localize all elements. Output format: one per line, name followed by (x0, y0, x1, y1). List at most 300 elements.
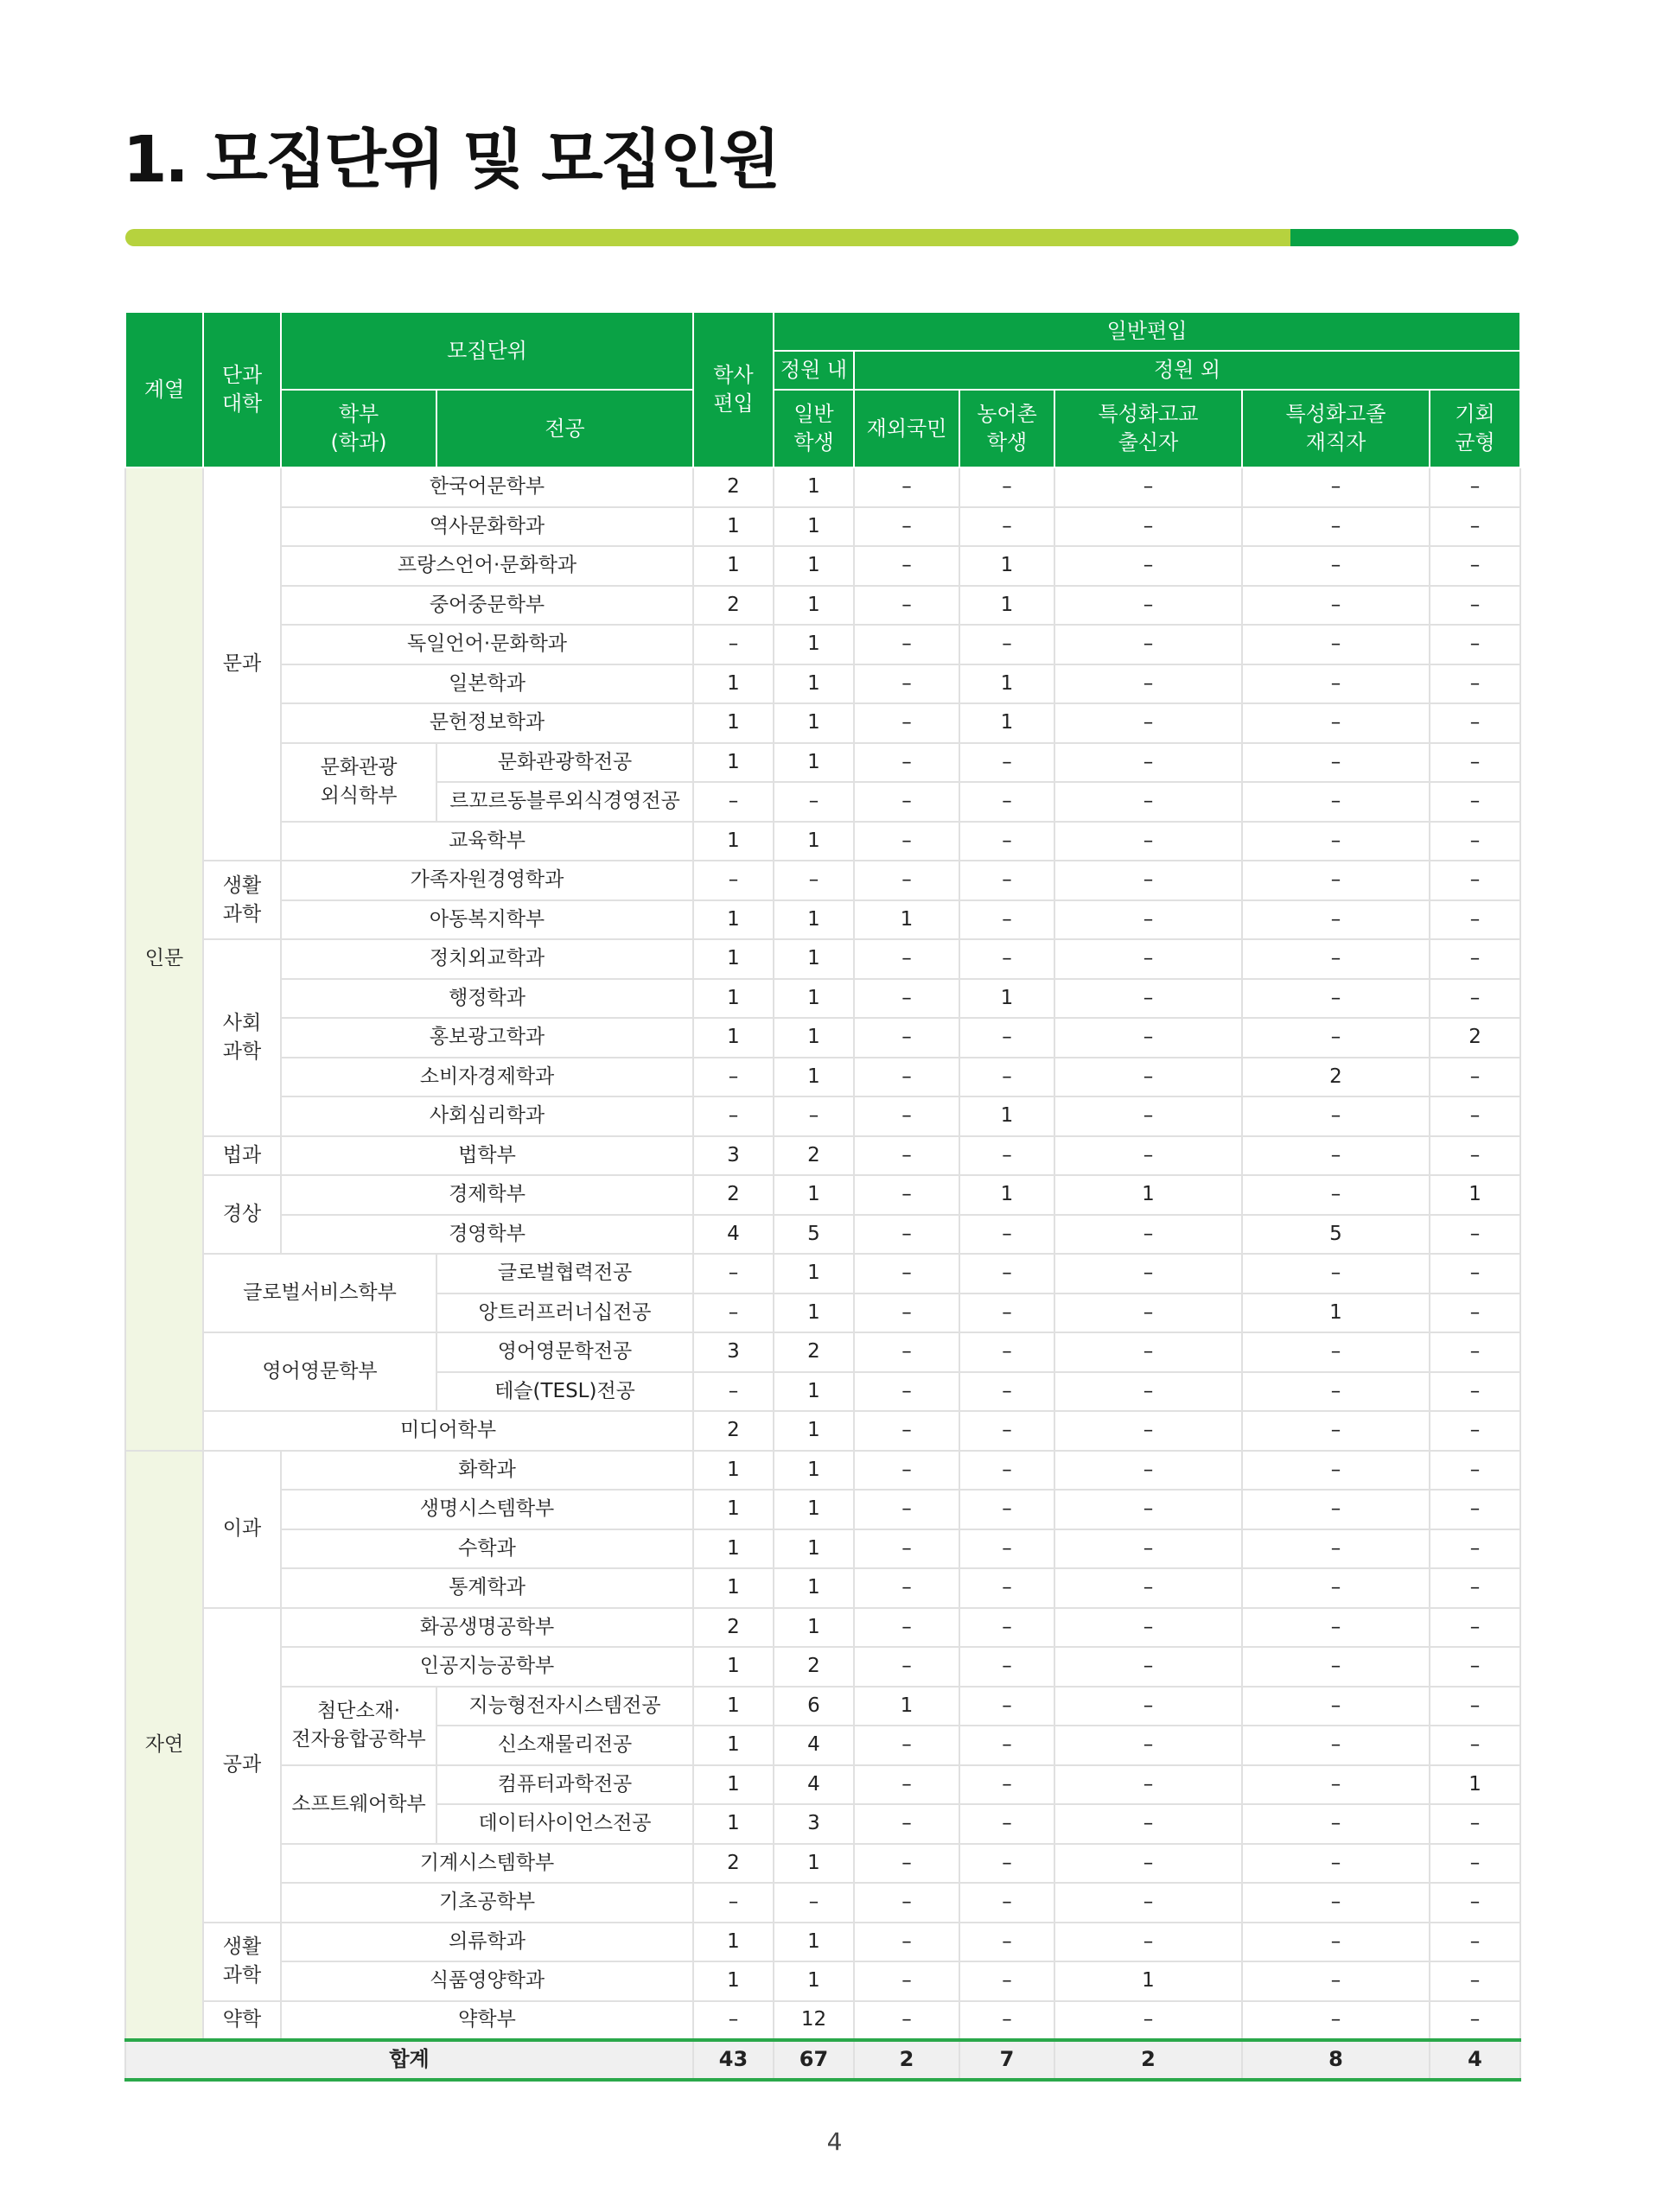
unit-name-cell: 행정학과 (281, 979, 693, 1019)
unit-name-cell: 테슬(TESL)전공 (436, 1372, 693, 1412)
value-cell: 1 (774, 1058, 854, 1097)
value-cell: – (854, 1096, 959, 1136)
value-cell: 2 (693, 1411, 774, 1451)
value-cell: – (1054, 1726, 1242, 1765)
value-cell: 1 (774, 979, 854, 1019)
value-cell: 1 (693, 1647, 774, 1687)
unit-name-cell: 화공생명공학부 (281, 1608, 693, 1648)
header-bachelor: 학사 편입 (693, 312, 774, 467)
header-college: 단과 대학 (203, 312, 281, 467)
table-row (125, 507, 1520, 547)
value-cell: 1 (693, 1961, 774, 2001)
value-cell: – (693, 782, 774, 822)
value-cell: – (959, 1136, 1054, 1176)
header-general: 일반편입 (774, 312, 1520, 351)
value-cell: – (854, 1647, 959, 1687)
unit-name-cell: 경영학부 (281, 1215, 693, 1255)
value-cell: – (1054, 1372, 1242, 1412)
value-cell: – (854, 1883, 959, 1923)
value-cell: – (854, 467, 959, 507)
value-cell: – (693, 1294, 774, 1333)
value-cell: – (1242, 664, 1430, 704)
value-cell: 5 (774, 1215, 854, 1255)
value-cell: – (1242, 1608, 1430, 1648)
value-cell: – (1430, 1923, 1520, 1962)
value-cell: – (1054, 939, 1242, 979)
value-cell: 2 (693, 467, 774, 507)
value-cell: – (1054, 1294, 1242, 1333)
value-cell: 2 (774, 1647, 854, 1687)
value-cell: – (1430, 1961, 1520, 2001)
table-row (125, 586, 1520, 626)
table-row (125, 1215, 1520, 1255)
value-cell: 2 (693, 586, 774, 626)
value-cell: – (1054, 1923, 1242, 1962)
table-row (125, 703, 1520, 743)
value-cell: – (959, 782, 1054, 822)
value-cell: – (959, 939, 1054, 979)
value-cell: – (1430, 743, 1520, 783)
value-cell: – (854, 1804, 959, 1844)
value-cell: – (854, 822, 959, 861)
unit-name-cell: 식품영양학과 (281, 1961, 693, 2001)
value-cell: – (854, 1254, 959, 1294)
value-cell: – (1430, 1254, 1520, 1294)
value-cell: – (1054, 625, 1242, 664)
value-cell: 1 (774, 822, 854, 861)
value-cell: – (854, 1411, 959, 1451)
value-cell: 1 (774, 1608, 854, 1648)
value-cell: – (1430, 507, 1520, 547)
value-cell: – (1054, 1765, 1242, 1805)
value-cell: 2 (693, 1844, 774, 1884)
total-value-cell: 2 (1054, 2040, 1242, 2080)
value-cell: – (1430, 1647, 1520, 1687)
value-cell: 1 (1054, 1175, 1242, 1215)
header-major: 전공 (436, 390, 693, 467)
value-cell: – (1242, 1254, 1430, 1294)
value-cell: 1 (693, 546, 774, 586)
value-cell: – (1054, 1608, 1242, 1648)
value-cell: – (1242, 979, 1430, 1019)
group-cell: 이과 (203, 1451, 281, 1608)
value-cell: – (1054, 979, 1242, 1019)
value-cell: 1 (693, 900, 774, 940)
value-cell: – (1430, 664, 1520, 704)
value-cell: 1 (774, 1844, 854, 1884)
value-cell: – (959, 900, 1054, 940)
value-cell: – (1430, 1372, 1520, 1412)
group-cell: 사회 과학 (203, 939, 281, 1136)
value-cell: – (1430, 1451, 1520, 1491)
unit-name-cell: 소비자경제학과 (281, 1058, 693, 1097)
value-cell: 1 (774, 1529, 854, 1569)
title-underline-dark (1290, 229, 1519, 246)
value-cell: – (1430, 900, 1520, 940)
value-cell: 1 (693, 1490, 774, 1529)
unit-name-cell: 아동복지학부 (281, 900, 693, 940)
value-cell: – (1242, 1529, 1430, 1569)
value-cell: 1 (1054, 1961, 1242, 2001)
value-cell: – (1054, 1883, 1242, 1923)
value-cell: – (1242, 822, 1430, 861)
value-cell: – (959, 1608, 1054, 1648)
value-cell: – (693, 861, 774, 900)
value-cell: – (1054, 507, 1242, 547)
unit-name-cell: 의류학과 (281, 1923, 693, 1962)
value-cell: – (1054, 1568, 1242, 1608)
value-cell: – (1242, 1175, 1430, 1215)
value-cell: – (959, 1647, 1054, 1687)
value-cell: – (1430, 1294, 1520, 1333)
value-cell: – (1242, 1647, 1430, 1687)
value-cell: – (1242, 467, 1430, 507)
recruitment-table (124, 311, 1521, 2082)
value-cell: 1 (774, 586, 854, 626)
value-cell: 1 (774, 1294, 854, 1333)
value-cell: – (1430, 1332, 1520, 1372)
value-cell: – (854, 1332, 959, 1372)
value-cell: – (1242, 1883, 1430, 1923)
unit-name-cell: 데이터사이언스전공 (436, 1804, 693, 1844)
unit-name-cell: 미디어학부 (203, 1411, 693, 1451)
value-cell: 4 (774, 1726, 854, 1765)
value-cell: – (774, 1883, 854, 1923)
value-cell: – (854, 1844, 959, 1884)
value-cell: – (1430, 1411, 1520, 1451)
total-value-cell: 7 (959, 2040, 1054, 2080)
group-cell: 약학 (203, 2001, 281, 2041)
value-cell: – (1054, 1529, 1242, 1569)
value-cell: 1 (774, 1175, 854, 1215)
unit-name-cell: 신소재물리전공 (436, 1726, 693, 1765)
unit-name-cell: 인공지능공학부 (281, 1647, 693, 1687)
unit-name-cell: 기계시스템학부 (281, 1844, 693, 1884)
value-cell: – (959, 1332, 1054, 1372)
value-cell: – (854, 546, 959, 586)
unit-name-cell: 법학부 (281, 1136, 693, 1176)
header-vocational-grad: 특성화고교 출신자 (1054, 390, 1242, 467)
table-row (125, 467, 1520, 507)
header-dept: 학부 (학과) (281, 390, 436, 467)
value-cell: 1 (693, 1451, 774, 1491)
value-cell: 1 (959, 586, 1054, 626)
group-cell: 경상 (203, 1175, 281, 1254)
value-cell: 1 (774, 1923, 854, 1962)
value-cell: 1 (774, 1568, 854, 1608)
value-cell: – (1242, 782, 1430, 822)
value-cell: – (1242, 507, 1430, 547)
unit-name-cell: 약학부 (281, 2001, 693, 2041)
total-value-cell: 43 (693, 2040, 774, 2080)
value-cell: – (854, 664, 959, 704)
value-cell: – (1242, 1332, 1430, 1372)
value-cell: 1 (693, 743, 774, 783)
value-cell: – (1054, 546, 1242, 586)
group-cell: 공과 (203, 1608, 281, 1923)
value-cell: 1 (693, 979, 774, 1019)
value-cell: 1 (774, 1254, 854, 1294)
value-cell: – (959, 1058, 1054, 1097)
value-cell: – (1242, 546, 1430, 586)
value-cell: – (854, 1726, 959, 1765)
header-unit: 모집단위 (281, 312, 693, 390)
value-cell: – (1430, 1490, 1520, 1529)
value-cell: – (959, 1294, 1054, 1333)
value-cell: 1 (774, 1451, 854, 1491)
value-cell: – (959, 1568, 1054, 1608)
value-cell: 2 (1430, 1018, 1520, 1058)
unit-name-cell: 중어중문학부 (281, 586, 693, 626)
value-cell: – (1242, 1411, 1430, 1451)
value-cell: 2 (1242, 1058, 1430, 1097)
value-cell: – (1242, 1804, 1430, 1844)
value-cell: – (774, 861, 854, 900)
value-cell: – (1242, 1687, 1430, 1726)
page-number: 4 (826, 2127, 843, 2156)
value-cell: 1 (1242, 1294, 1430, 1333)
value-cell: – (959, 1018, 1054, 1058)
value-cell: – (959, 1254, 1054, 1294)
value-cell: – (1430, 979, 1520, 1019)
value-cell: 1 (693, 1018, 774, 1058)
unit-name-cell: 가족자원경영학과 (281, 861, 693, 900)
group-cell: 영어영문학부 (203, 1332, 436, 1411)
value-cell: – (1054, 703, 1242, 743)
value-cell: 1 (693, 822, 774, 861)
header-series: 계열 (125, 312, 203, 467)
value-cell: – (693, 2001, 774, 2041)
value-cell: – (1242, 1018, 1430, 1058)
value-cell: – (854, 1136, 959, 1176)
value-cell: – (854, 1923, 959, 1962)
value-cell: – (693, 1372, 774, 1412)
value-cell: – (1242, 1490, 1430, 1529)
value-cell: – (854, 1215, 959, 1255)
value-cell: 1 (774, 625, 854, 664)
value-cell: – (1054, 586, 1242, 626)
value-cell: – (1430, 586, 1520, 626)
value-cell: 1 (693, 1804, 774, 1844)
unit-name-cell: 컴퓨터과학전공 (436, 1765, 693, 1805)
value-cell: – (959, 1529, 1054, 1569)
value-cell: 1 (693, 1726, 774, 1765)
value-cell: – (1430, 822, 1520, 861)
table-row (125, 546, 1520, 586)
table-row (125, 900, 1520, 940)
table-row (125, 1018, 1520, 1058)
value-cell: – (1054, 1687, 1242, 1726)
value-cell: 4 (774, 1765, 854, 1805)
table-row (125, 1175, 1520, 1215)
value-cell: – (959, 1844, 1054, 1884)
value-cell: – (959, 1451, 1054, 1491)
header-overseas: 재외국민 (854, 390, 959, 467)
value-cell: – (854, 939, 959, 979)
value-cell: – (1242, 1961, 1430, 2001)
value-cell: – (854, 1451, 959, 1491)
value-cell: – (959, 822, 1054, 861)
value-cell: – (959, 1411, 1054, 1451)
value-cell: – (959, 861, 1054, 900)
value-cell: 3 (774, 1804, 854, 1844)
value-cell: – (959, 467, 1054, 507)
value-cell: 1 (693, 703, 774, 743)
value-cell: – (854, 782, 959, 822)
value-cell: – (1054, 664, 1242, 704)
unit-name-cell: 역사문화학과 (281, 507, 693, 547)
value-cell: – (854, 1294, 959, 1333)
value-cell: – (854, 1568, 959, 1608)
value-cell: – (1054, 1096, 1242, 1136)
header-in-quota: 정원 내 (774, 351, 854, 390)
table-row (125, 1687, 1520, 1726)
value-cell: 1 (959, 1175, 1054, 1215)
value-cell: – (693, 1096, 774, 1136)
unit-name-cell: 통계학과 (281, 1568, 693, 1608)
value-cell: – (959, 1372, 1054, 1412)
value-cell: – (1430, 1844, 1520, 1884)
unit-name-cell: 르꼬르동블루외식경영전공 (436, 782, 693, 822)
value-cell: – (854, 1018, 959, 1058)
header-vocational-emp: 특성화고졸 재직자 (1242, 390, 1430, 467)
value-cell: – (1242, 900, 1430, 940)
table-row (125, 1490, 1520, 1529)
value-cell: – (693, 1058, 774, 1097)
value-cell: – (1242, 743, 1430, 783)
value-cell: 1 (693, 1568, 774, 1608)
unit-name-cell: 일본학과 (281, 664, 693, 704)
unit-name-cell: 프랑스언어·문화학과 (281, 546, 693, 586)
unit-name-cell: 교육학부 (281, 822, 693, 861)
value-cell: – (1430, 1804, 1520, 1844)
value-cell: – (1242, 703, 1430, 743)
table-row (125, 1647, 1520, 1687)
table-row (125, 939, 1520, 979)
value-cell: – (1242, 1765, 1430, 1805)
value-cell: – (1242, 586, 1430, 626)
value-cell: 1 (693, 1923, 774, 1962)
unit-name-cell: 정치외교학과 (281, 939, 693, 979)
unit-name-cell: 수학과 (281, 1529, 693, 1569)
value-cell: – (693, 1254, 774, 1294)
value-cell: – (1430, 625, 1520, 664)
value-cell: 1 (774, 743, 854, 783)
value-cell: – (1242, 625, 1430, 664)
value-cell: 1 (774, 546, 854, 586)
value-cell: – (854, 507, 959, 547)
value-cell: – (1054, 467, 1242, 507)
value-cell: – (959, 1804, 1054, 1844)
value-cell: 1 (693, 939, 774, 979)
table-row (125, 1254, 1520, 1294)
total-value-cell: 4 (1430, 2040, 1520, 2080)
value-cell: 2 (693, 1608, 774, 1648)
table-row (125, 1451, 1520, 1491)
value-cell: – (1430, 1687, 1520, 1726)
table-row (125, 1529, 1520, 1569)
value-cell: 1 (1430, 1765, 1520, 1805)
value-cell: 2 (774, 1332, 854, 1372)
unit-name-cell: 앙트러프러너십전공 (436, 1294, 693, 1333)
value-cell: – (959, 1490, 1054, 1529)
value-cell: – (1242, 1096, 1430, 1136)
value-cell: – (1430, 1568, 1520, 1608)
value-cell: 1 (693, 664, 774, 704)
table-row (125, 1568, 1520, 1608)
value-cell: – (959, 625, 1054, 664)
value-cell: 1 (959, 703, 1054, 743)
value-cell: – (1054, 900, 1242, 940)
unit-name-cell: 홍보광고학과 (281, 1018, 693, 1058)
value-cell: – (854, 1175, 959, 1215)
header-general-student: 일반 학생 (774, 390, 854, 467)
total-value-cell: 67 (774, 2040, 854, 2080)
value-cell: 1 (693, 507, 774, 547)
group-cell: 첨단소재· 전자융합공학부 (281, 1687, 436, 1765)
value-cell: – (854, 1961, 959, 2001)
value-cell: – (1430, 2001, 1520, 2041)
value-cell: 1 (854, 1687, 959, 1726)
value-cell: – (1430, 546, 1520, 586)
value-cell: 6 (774, 1687, 854, 1726)
value-cell: – (854, 743, 959, 783)
value-cell: – (854, 1490, 959, 1529)
value-cell: – (959, 1961, 1054, 2001)
table-row (125, 1058, 1520, 1097)
header-equal-opp: 기회 균형 (1430, 390, 1520, 467)
table-row (125, 1923, 1520, 1962)
value-cell: 1 (693, 1687, 774, 1726)
table-row (125, 1608, 1520, 1648)
value-cell: – (774, 1096, 854, 1136)
value-cell: 1 (959, 546, 1054, 586)
group-cell: 생활 과학 (203, 1923, 281, 2001)
value-cell: 1 (1430, 1175, 1520, 1215)
value-cell: – (1054, 1136, 1242, 1176)
value-cell: – (854, 861, 959, 900)
table-row (125, 743, 1520, 783)
value-cell: – (1054, 1215, 1242, 1255)
group-cell: 문화관광 외식학부 (281, 743, 436, 822)
value-cell: 2 (693, 1175, 774, 1215)
value-cell: – (1054, 1490, 1242, 1529)
value-cell: – (959, 1687, 1054, 1726)
unit-name-cell: 사회심리학과 (281, 1096, 693, 1136)
value-cell: – (1430, 861, 1520, 900)
table-row (125, 1136, 1520, 1176)
value-cell: 5 (1242, 1215, 1430, 1255)
value-cell: – (1054, 1254, 1242, 1294)
value-cell: 1 (774, 703, 854, 743)
table-row (125, 1332, 1520, 1372)
unit-name-cell: 생명시스템학부 (281, 1490, 693, 1529)
value-cell: – (854, 2001, 959, 2041)
value-cell: – (854, 625, 959, 664)
value-cell: 1 (774, 939, 854, 979)
value-cell: – (1054, 782, 1242, 822)
unit-name-cell: 기초공학부 (281, 1883, 693, 1923)
value-cell: 12 (774, 2001, 854, 2041)
value-cell: – (693, 1883, 774, 1923)
value-cell: – (693, 625, 774, 664)
value-cell: – (959, 1215, 1054, 1255)
value-cell: – (959, 1726, 1054, 1765)
value-cell: 1 (774, 1372, 854, 1412)
value-cell: – (1242, 1372, 1430, 1412)
value-cell: – (1054, 861, 1242, 900)
value-cell: – (854, 1765, 959, 1805)
